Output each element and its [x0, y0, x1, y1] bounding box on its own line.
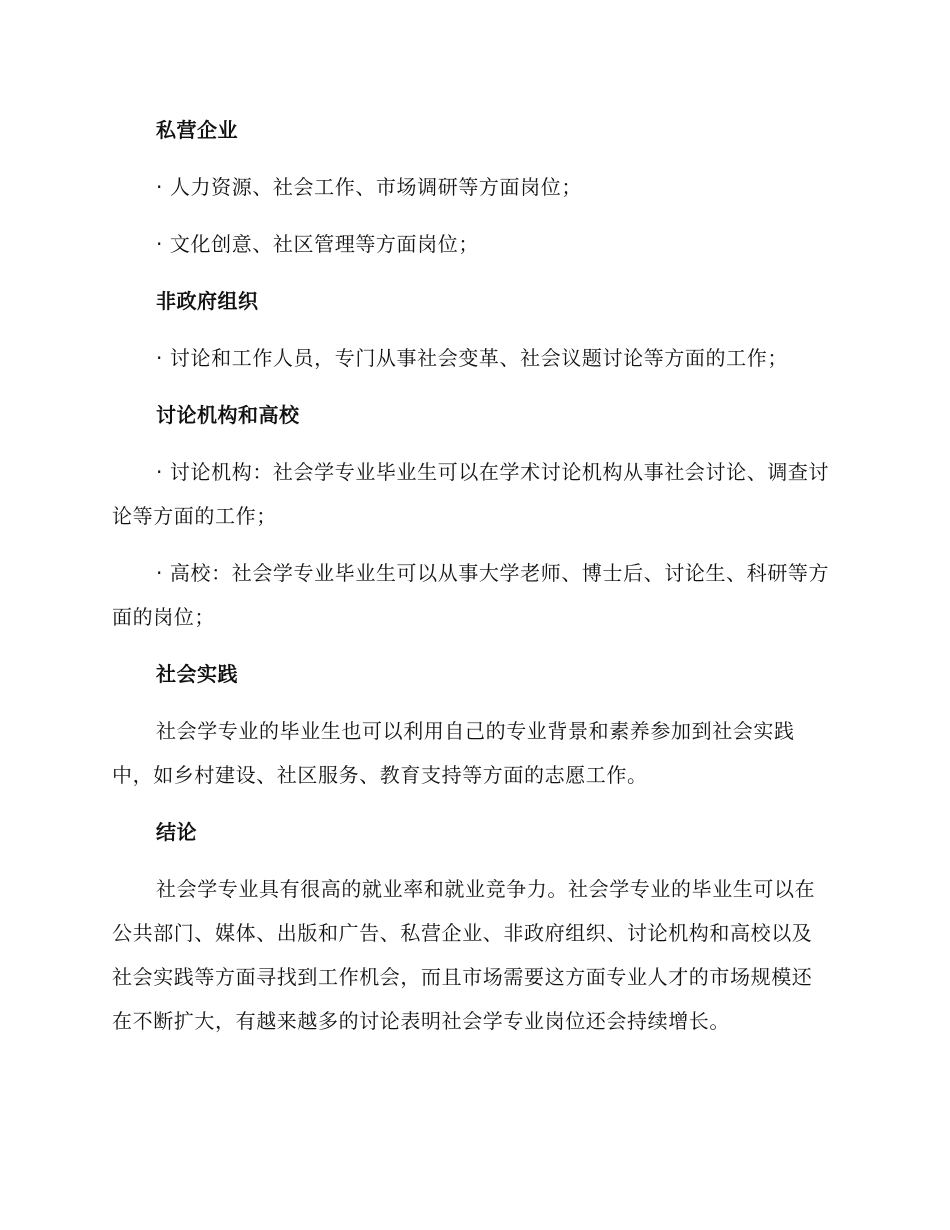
paragraph-universities: · 高校：社会学专业毕业生可以从事大学老师、博士后、讨论生、科研等方面的岗位； — [112, 561, 830, 629]
paragraph-research-institutions: · 讨论机构：社会学专业毕业生可以在学术讨论机构从事社会讨论、调查讨论等方面的工作； — [112, 460, 830, 528]
section-heading-private-enterprise: 私营企业 — [156, 118, 238, 142]
paragraph-conclusion: 社会学专业具有很高的就业率和就业竞争力。社会学专业的毕业生可以在公共部门、媒体、出版和广告、私营企业、非政府组织、讨论机构和高校以及社会实践等方面寻找到工作机会，而且市场需要这方面专业人才的市场规模还在不断扩大，有越来越多的讨论表明社会学专业岗位还会持续增长。 — [112, 877, 816, 1033]
paragraph-ngo-1: · 讨论和工作人员，专门从事社会变革、社会议题讨论等方面的工作； — [156, 346, 788, 370]
section-heading-conclusion: 结论 — [156, 820, 197, 844]
paragraph-private-enterprise-2: · 文化创意、社区管理等方面岗位； — [156, 232, 479, 256]
section-heading-research-universities: 讨论机构和高校 — [156, 403, 300, 427]
paragraph-social-practice: 社会学专业的毕业生也可以利用自己的专业背景和素养参加到社会实践中，如乡村建设、社区服务、教育支持等方面的志愿工作。 — [112, 719, 795, 787]
section-heading-social-practice: 社会实践 — [156, 662, 238, 686]
paragraph-private-enterprise-1: · 人力资源、社会工作、市场调研等方面岗位； — [156, 175, 582, 199]
section-heading-ngo: 非政府组织 — [156, 289, 259, 313]
document-body — [112, 108, 832, 1043]
